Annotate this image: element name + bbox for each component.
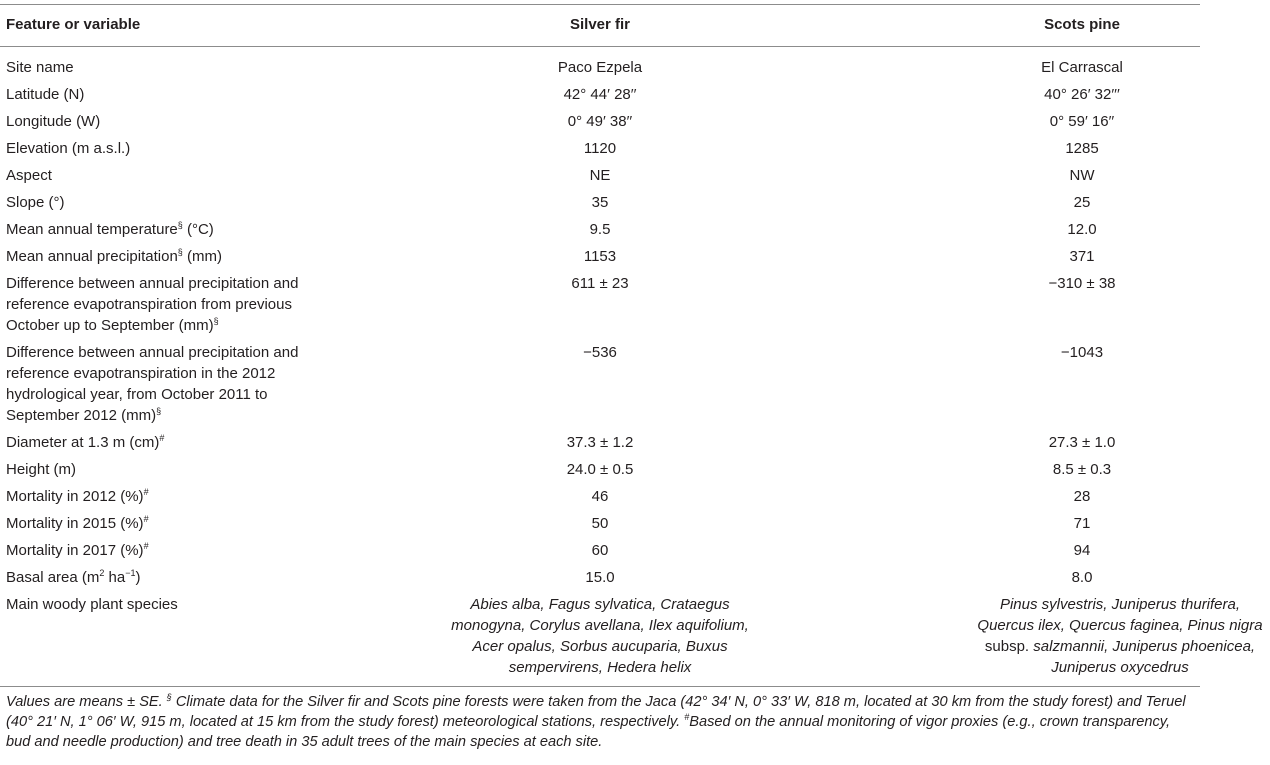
row-label: Basal area ($m^2$ $ha^{-1}$) <box>6 568 141 586</box>
table-row <box>0 484 1200 511</box>
table-row <box>0 340 1200 430</box>
silver-fir-value: 35 <box>591 194 609 211</box>
table-row <box>0 430 1200 457</box>
row-label: Height (m) <box>6 461 77 478</box>
silver-fir-value: 46 <box>591 488 609 505</box>
silver-fir-value: NE <box>589 167 611 184</box>
scots-pine-value: 371 <box>1069 248 1095 265</box>
row-label: Elevation (m a.s.l.) <box>6 140 131 157</box>
row-label: Site name <box>6 59 74 76</box>
row-label: Mortality in 2015 (%)# <box>6 514 149 532</box>
silver-fir-value: 1120 <box>583 140 617 157</box>
table-row <box>0 511 1200 538</box>
scots-pine-value: 8.0 <box>1071 569 1093 586</box>
table-row <box>0 244 1200 271</box>
silver-fir-value: 9.5 <box>589 221 611 238</box>
scots-pine-value: El Carrascal <box>1041 59 1123 76</box>
header-scots-pine: Scots pine <box>800 5 1200 47</box>
scots-pine-value: −310 ± 38 <box>1048 275 1116 292</box>
table-row <box>0 565 1200 592</box>
row-label: Difference between annual precipitation and reference evapotranspiration from previous October up to September (mm)§ <box>6 275 299 334</box>
row-label: Mortality in 2017 (%)# <box>6 541 149 559</box>
table-row <box>0 217 1200 244</box>
scots-pine-value: 0° 59′ 16′′ <box>1049 113 1115 130</box>
scots-pine-value: 25 <box>1073 194 1091 211</box>
table-row <box>0 109 1200 136</box>
table-row <box>0 190 1200 217</box>
table-row <box>0 457 1200 484</box>
scots-pine-value: 1285 <box>1065 140 1099 157</box>
table-row <box>0 271 1200 340</box>
table-row <box>0 136 1200 163</box>
table-row <box>0 538 1200 565</box>
silver-fir-value: 42° 44′ 28′′ <box>563 86 637 103</box>
row-label: Longitude (W) <box>6 113 101 130</box>
silver-fir-value: 37.3 ± 1.2 <box>566 434 634 451</box>
scots-pine-value: 71 <box>1073 515 1091 532</box>
table-row <box>0 592 1200 687</box>
scots-pine-value: 8.5 ± 0.3 <box>1052 461 1112 478</box>
table-row <box>0 163 1200 190</box>
scots-pine-species: Pinus sylvestris, Juniperus thurifera, Quercus ilex, Quercus faginea, Pinus nigra subsp. salzmannii, Juniperus phoenicea, Juniperus oxycedrus <box>800 592 1200 687</box>
silver-fir-value: 0° 49′ 38′′ <box>567 113 633 130</box>
table-row <box>0 82 1200 109</box>
silver-fir-value: 15.0 <box>585 569 615 586</box>
scots-pine-value: 12.0 <box>1067 221 1097 238</box>
row-label: Mean annual precipitation§ (mm) <box>6 247 222 265</box>
row-label: Mortality in 2012 (%)# <box>6 487 149 505</box>
scots-pine-value: NW <box>1069 167 1095 184</box>
silver-fir-value: Paco Ezpela <box>557 59 643 76</box>
scots-pine-value: −1043 <box>1060 344 1104 361</box>
row-label: Aspect <box>6 167 52 184</box>
silver-fir-value: 24.0 ± 0.5 <box>566 461 634 478</box>
scots-pine-value: 28 <box>1073 488 1091 505</box>
header-row <box>0 5 1200 47</box>
scots-pine-value: 40° 26′ 32′′′ <box>1044 86 1120 103</box>
silver-fir-value: −536 <box>583 344 617 361</box>
row-label: Latitude (N) <box>6 86 85 103</box>
table-footnote: Values are means ± SE. § Climate data for the Silver fir and Scots pine forests were taken from the Jaca (42° 34′ N, 0° 33′ W, 818 m, located at 30 km from the study forest) and Teruel (40° 21′ N, 1° 06′ W, 915 m, located at 15 km from the study forest) meteorological stations, respectively. #Based on the annual monitoring of vigor proxies (e.g., crown transparency, bud and needle production) and tree death in 35 adult trees of the main species at each site. <box>6 692 1186 750</box>
row-label: Mean annual temperature§ (°C) <box>6 220 214 238</box>
row-label: Slope (°) <box>6 194 65 211</box>
silver-fir-value: 1153 <box>583 248 617 265</box>
silver-fir-value: 50 <box>591 515 609 532</box>
silver-fir-value: 611 ± 23 <box>571 275 629 292</box>
header-silver-fir: Silver fir <box>400 5 800 47</box>
row-label: Difference between annual precipitation and reference evapotranspiration in the 2012 hydrological year, from October 2011 to September 2012 (mm)§ <box>6 344 299 424</box>
row-label: Main woody plant species <box>0 592 400 687</box>
data-table <box>0 4 1263 687</box>
silver-fir-value: 60 <box>591 542 609 559</box>
header-feature: Feature or variable <box>0 5 400 47</box>
row-label: Diameter at 1.3 m (cm)# <box>6 433 165 451</box>
scots-pine-value: 27.3 ± 1.0 <box>1048 434 1116 451</box>
scots-pine-value: 94 <box>1073 542 1091 559</box>
table-row <box>0 47 1200 83</box>
silver-fir-species: Abies alba, Fagus sylvatica, Crataegus monogyna, Corylus avellana, Ilex aquifolium, Acer opalus, Sorbus aucuparia, Buxus sempervirens, Hedera helix <box>400 592 800 687</box>
